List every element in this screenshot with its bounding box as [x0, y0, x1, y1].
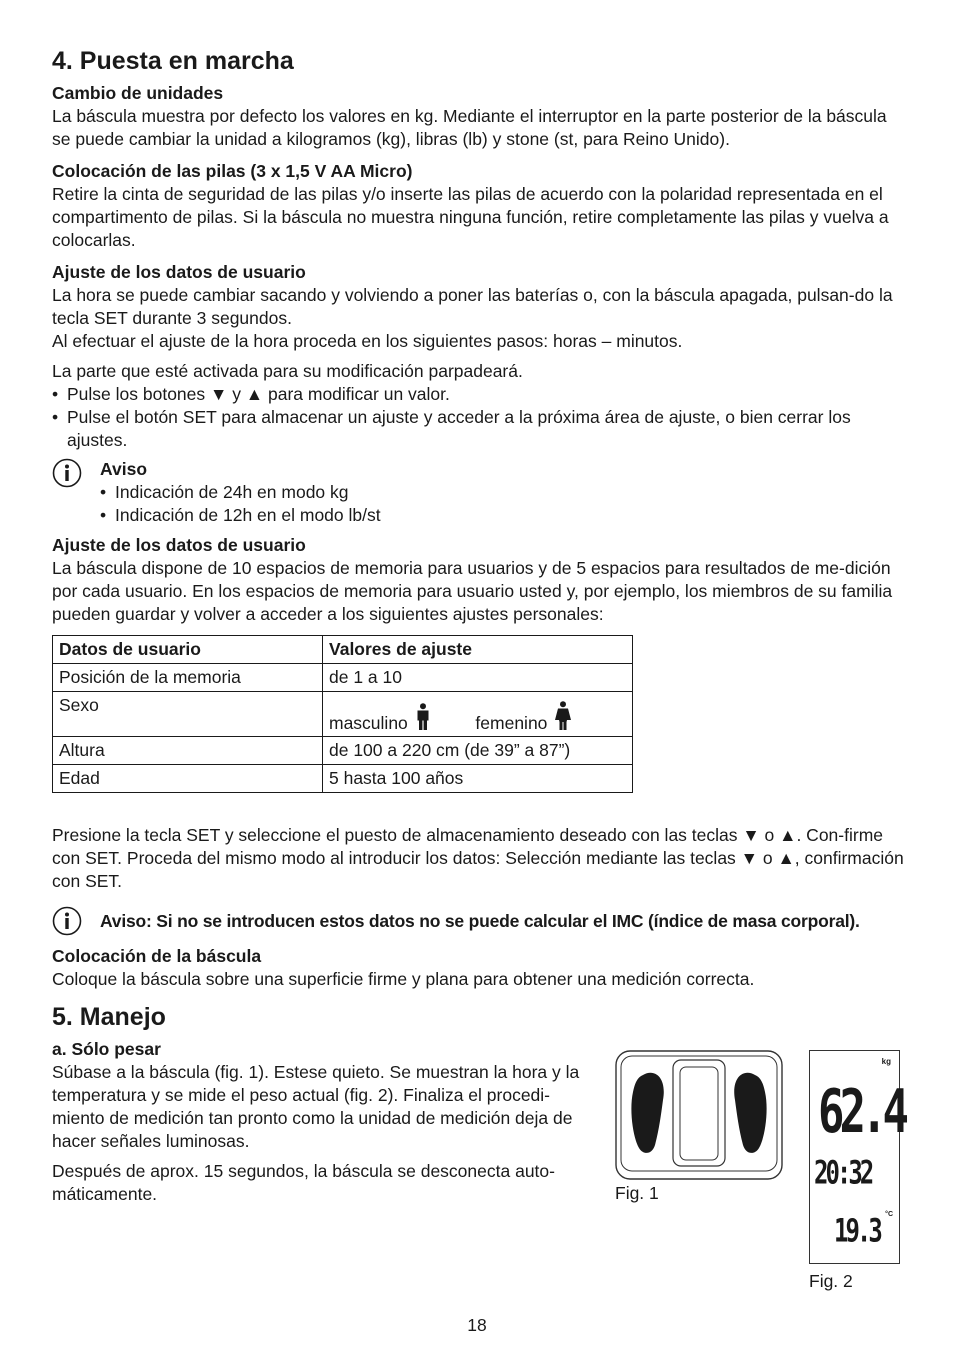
- section-5-title: 5. Manejo: [52, 1003, 166, 1031]
- time-section: [52, 261, 904, 527]
- table-cell: Edad: [53, 765, 323, 793]
- placement-section: [52, 945, 904, 991]
- userdata-after-text: Presione la tecla SET y seleccione el puesto de almacenamiento deseado con las teclas ▼ o ▲. Con-firme con SET. Proceda del mismo modo al introducir los datos: Selección mediante las teclas ▼ o ▲, confirmación con SET.: [52, 825, 904, 891]
- time-bullets: [52, 383, 904, 452]
- list-item: • Pulse los botones ▼ y ▲ para modificar un valor.: [52, 383, 904, 406]
- bmi-note: [52, 906, 904, 936]
- section-4-title: 4. Puesta en marcha: [52, 47, 294, 75]
- table-row: [53, 765, 633, 793]
- time-text-1: La hora se puede cambiar sacando y volviendo a poner las baterías o, con la báscula apagada, pulsan-do la tecla SET durante 3 segundos.: [52, 285, 893, 328]
- weigh-heading: a. Sólo pesar: [52, 1039, 161, 1059]
- table-cell: de 1 a 10: [323, 664, 633, 692]
- table-cell: de 100 a 220 cm (de 39” a 87”): [323, 737, 633, 765]
- time-text-3: La parte que esté activada para su modificación parpadeará.: [52, 361, 523, 381]
- table-row: [53, 664, 633, 692]
- table-cell: 5 hasta 100 años: [323, 765, 633, 793]
- table-row: [53, 737, 633, 765]
- batteries-heading: Colocación de las pilas (3 x 1,5 V AA Micro): [52, 161, 413, 181]
- table-cell: Sexo: [53, 692, 323, 737]
- male-label: masculino: [329, 713, 408, 733]
- user-settings-table: [52, 635, 633, 793]
- batteries-text: Retire la cinta de seguridad de las pilas y/o inserte las pilas de acuerdo con la polaridad representada en el compartimento de pilas. Si la báscula no muestra ninguna función, retire completamente las pilas y vuelva a colocarlas.: [52, 184, 889, 250]
- list-item: • Indicación de 24h en modo kg: [100, 481, 381, 504]
- fig1-caption: Fig. 1: [615, 1183, 659, 1203]
- temperature-unit: °C: [885, 1211, 893, 1218]
- time-heading: Ajuste de los datos de usuario: [52, 262, 306, 282]
- placement-text: Coloque la báscula sobre una superficie firme y plana para obtener una medición correcta.: [52, 969, 755, 989]
- male-icon: [416, 703, 430, 731]
- time-text-2: Al efectuar el ajuste de la hora proceda en los siguientes pasos: horas – minutos.: [52, 331, 683, 351]
- list-item: • Pulse el botón SET para almacenar un ajuste y acceder a la próxima área de ajuste, o bien cerrar los ajustes.: [52, 406, 904, 452]
- table-header-row: [53, 636, 633, 664]
- userdata-heading: Ajuste de los datos de usuario: [52, 535, 306, 555]
- table-cell: Posición de la memoria: [53, 664, 323, 692]
- info-icon: [52, 458, 82, 488]
- note-title: Aviso: [100, 459, 148, 479]
- weight-readout: 62.4: [818, 1077, 904, 1147]
- userdata-section: [52, 534, 904, 936]
- weigh-text-2: Después de aprox. 15 segundos, la báscula se desconecta auto-máticamente.: [52, 1161, 555, 1204]
- table-header: Datos de usuario: [53, 636, 323, 664]
- userdata-text: La báscula dispone de 10 espacios de memoria para usuarios y de 5 espacios para resultados de me-dición por cada usuario. En los espacios de memoria para usuario usted y, por ejemplo, los miembros de su familia pueden guardar y volver a acceder a los siguientes ajustes personales:: [52, 558, 893, 624]
- female-icon: [554, 701, 572, 731]
- table-row: [53, 692, 633, 737]
- units-heading: Cambio de unidades: [52, 83, 224, 103]
- placement-heading: Colocación de la báscula: [52, 946, 262, 966]
- weigh-section: [52, 1038, 597, 1206]
- fig2-caption: Fig. 2: [809, 1271, 853, 1291]
- bmi-note-text: Aviso: Si no se introducen estos datos no se puede calcular el IMC (índice de masa corporal).: [100, 910, 860, 931]
- table-header: Valores de ajuste: [323, 636, 633, 664]
- temperature-readout: 19.3: [834, 1211, 880, 1250]
- list-item: • Indicación de 12h en el modo lb/st: [100, 504, 381, 527]
- time-note: [52, 458, 904, 527]
- table-cell: Altura: [53, 737, 323, 765]
- units-text: La báscula muestra por defecto los valores en kg. Mediante el interruptor en la parte posterior de la báscula se puede cambiar la unidad a kilogramos (kg), libras (lb) y stone (st, para Reino Unido).: [52, 106, 887, 149]
- units-section: [52, 82, 904, 151]
- batteries-section: [52, 160, 904, 252]
- page-number: 18: [467, 1315, 487, 1335]
- weight-unit: kg: [881, 1057, 891, 1066]
- lcd-display: [809, 1050, 904, 1264]
- scale-illustration: [615, 1050, 783, 1180]
- page-content: [52, 44, 904, 1206]
- time-readout: 20:32: [814, 1153, 872, 1192]
- sex-options-cell: [323, 692, 633, 737]
- note-bullets: [100, 481, 381, 527]
- info-icon: [52, 906, 82, 936]
- female-label: femenino: [475, 713, 548, 733]
- weigh-text-1: Súbase a la báscula (fig. 1). Estese quieto. Se muestran la hora y la temperatura y se mide el peso actual (fig. 2). Finaliza el procedi-miento de medición tan pronto como la unidad de medición deja de hacer señales luminosas.: [52, 1062, 580, 1151]
